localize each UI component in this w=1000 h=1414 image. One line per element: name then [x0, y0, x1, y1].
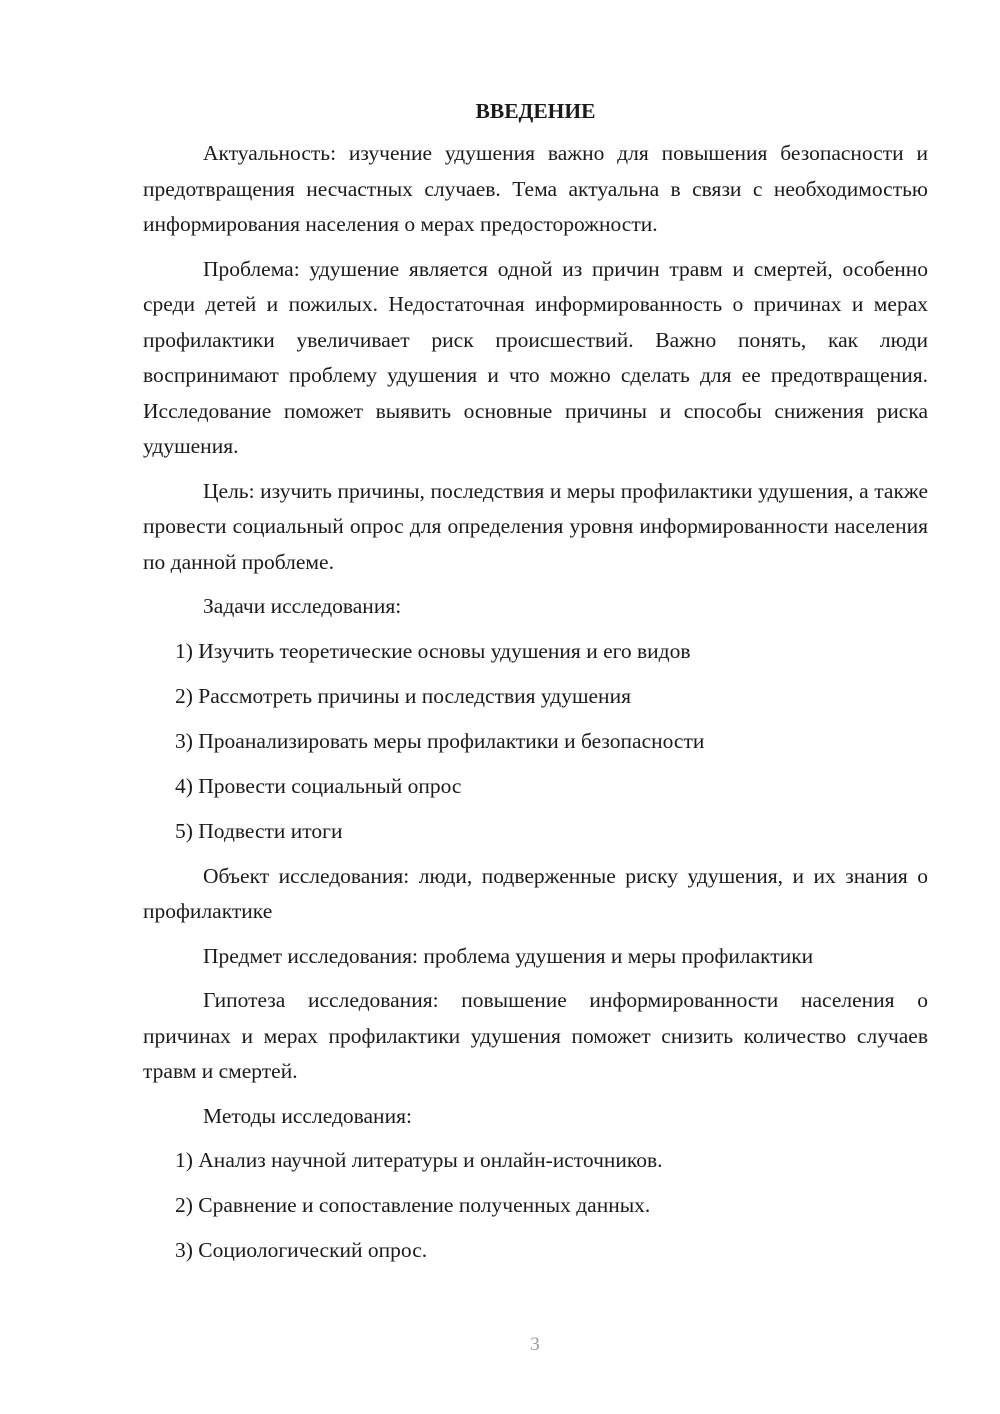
methods-heading: Методы исследования:	[203, 1103, 412, 1128]
section-title: ВВЕДЕНИЕ	[475, 99, 596, 123]
subject-paragraph: Предмет исследования: проблема удушения и меры профилактики	[203, 943, 814, 968]
problem-paragraph: Проблема: удушение является одной из причин травм и смертей, особенно среди детей и пожилых. Недостаточная информированность о причинах и мерах профилактики увеличивает риск происшествий. Важно понять, как люди воспринимают проблему удушения и что можно сделать для ее предотвращения. Исследование поможет выявить основные причины и способы снижения риска удушения.	[143, 256, 928, 458]
list-item: 1) Анализ научной литературы и онлайн-источников.	[175, 1148, 663, 1172]
goal-paragraph: Цель: изучить причины, последствия и меры профилактики удушения, а также провести социальный опрос для определения уровня информированности населения по данной проблеме.	[143, 478, 928, 574]
list-item: 3) Социологический опрос.	[175, 1238, 428, 1262]
tasks-heading: Задачи исследования:	[203, 594, 402, 618]
list-item: 1) Изучить теоретические основы удушения и его видов	[175, 638, 691, 663]
list-item: 3) Проанализировать меры профилактики и безопасности	[175, 728, 705, 753]
hypothesis-paragraph: Гипотеза исследования: повышение информированности населения о причинах и мерах профилактики удушения поможет снизить количество случаев травм и смертей.	[143, 988, 928, 1083]
page-content	[143, 96, 928, 1278]
methods-list	[143, 1143, 928, 1269]
relevance-paragraph: Актуальность: изучение удушения важно для повышения безопасности и предотвращения несчастных случаев. Тема актуальна в связи с необходимостью информирования населения о мерах предосторожности.	[143, 141, 928, 236]
tasks-list	[143, 634, 928, 850]
list-item: 2) Сравнение и сопоставление полученных данных.	[175, 1193, 651, 1217]
list-item: 4) Провести социальный опрос	[175, 773, 462, 798]
object-paragraph: Объект исследования: люди, подверженные риску удушения, и их знания о профилактике	[143, 863, 928, 923]
list-item: 5) Подвести итоги	[175, 818, 343, 843]
page-number: 3	[530, 1334, 540, 1355]
list-item: 2) Рассмотреть причины и последствия удушения	[175, 683, 631, 708]
